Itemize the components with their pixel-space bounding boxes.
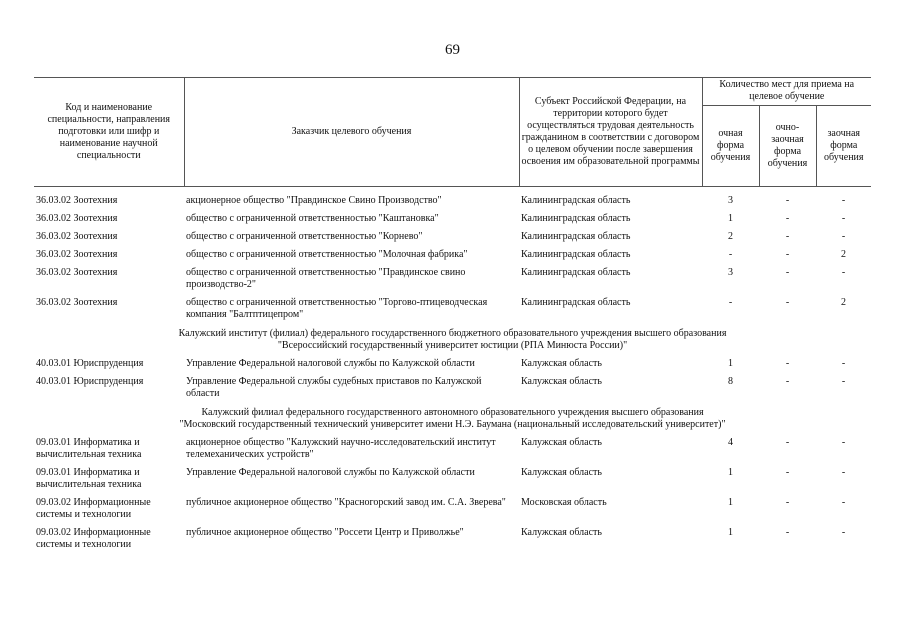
institution-line: Калужский институт (филиал) федерального государственного бюджетного образовательного учреждения высшего образования xyxy=(178,328,727,339)
header-code: Код и наименование специальности, направления подготовки или шифр и наименование научной специальности xyxy=(34,78,184,187)
row-code: 36.03.02 Зоотехния xyxy=(36,249,118,260)
institution-line: Калужский филиал федерального государственного автономного образовательного учреждения высшего образования xyxy=(201,407,704,418)
institution-heading xyxy=(34,406,871,437)
row-extramural: - xyxy=(841,195,846,206)
row-region: Калужская область xyxy=(521,527,602,538)
row-customer: публичное акционерное общество "Красногорский завод им. С.А. Зверева" xyxy=(186,497,506,508)
row-region: Калужская область xyxy=(521,358,602,369)
table-row xyxy=(34,195,871,213)
header-extramural: заочная форма обучения xyxy=(816,105,871,187)
row-region: Калининградская область xyxy=(521,267,631,278)
row-extramural: - xyxy=(841,213,846,224)
row-extramural: 2 xyxy=(841,249,846,260)
row-full-time: 3 xyxy=(728,267,733,278)
row-part-time: - xyxy=(785,358,790,369)
row-code: 09.03.02 Информационные системы и технологии xyxy=(36,527,151,550)
row-customer: общество с ограниченной ответственностью "Торгово-птицеводческая компания "Балтптицепром" xyxy=(186,297,488,320)
row-full-time: - xyxy=(728,249,733,260)
row-code: 09.03.01 Информатика и вычислительная техника xyxy=(36,437,142,460)
institution-line: "Всероссийский государственный университет юстиции (РПА Минюста России)" xyxy=(277,340,628,351)
row-extramural: - xyxy=(841,231,846,242)
table-row xyxy=(34,527,871,557)
row-full-time: 8 xyxy=(728,376,733,387)
row-full-time: 1 xyxy=(728,358,733,369)
table-row xyxy=(34,297,871,327)
row-part-time: - xyxy=(785,527,790,538)
row-full-time: 2 xyxy=(728,231,733,242)
table-row xyxy=(34,358,871,376)
row-customer: Управление Федеральной службы судебных приставов по Калужской области xyxy=(186,376,482,399)
row-customer: общество с ограниченной ответственностью "Молочная фабрика" xyxy=(186,249,468,260)
row-full-time: 1 xyxy=(728,213,733,224)
row-extramural: - xyxy=(841,358,846,369)
row-extramural: - xyxy=(841,437,846,448)
row-region: Калининградская область xyxy=(521,231,631,242)
row-full-time: 1 xyxy=(728,527,733,538)
row-part-time: - xyxy=(785,497,790,508)
row-extramural: - xyxy=(841,267,846,278)
institution-line: "Московский государственный технический университет имени Н.Э. Баумана (национальный исследовательский университет)" xyxy=(179,419,726,430)
row-code: 36.03.02 Зоотехния xyxy=(36,231,118,242)
header-places: Количество мест для приема на целевое обучение xyxy=(702,78,871,106)
row-extramural: 2 xyxy=(841,297,846,308)
row-code: 36.03.02 Зоотехния xyxy=(36,267,118,278)
institution-row xyxy=(34,327,871,358)
row-customer: Управление Федеральной налоговой службы по Калужской области xyxy=(186,467,475,478)
row-extramural: - xyxy=(841,376,846,387)
row-extramural: - xyxy=(841,467,846,478)
table-row xyxy=(34,437,871,467)
row-code: 09.03.01 Информатика и вычислительная техника xyxy=(36,467,142,490)
row-full-time: 1 xyxy=(728,497,733,508)
row-extramural: - xyxy=(841,527,846,538)
row-full-time: - xyxy=(728,297,733,308)
table-row xyxy=(34,267,871,297)
row-part-time: - xyxy=(785,249,790,260)
table-row xyxy=(34,213,871,231)
row-code: 09.03.02 Информационные системы и технологии xyxy=(36,497,151,520)
row-code: 36.03.02 Зоотехния xyxy=(36,213,118,224)
row-part-time: - xyxy=(785,195,790,206)
row-part-time: - xyxy=(785,213,790,224)
row-region: Калининградская область xyxy=(521,213,631,224)
row-customer: акционерное общество "Правдинское Свино Производство" xyxy=(186,195,442,206)
table-body xyxy=(34,187,871,558)
row-customer: Управление Федеральной налоговой службы по Калужской области xyxy=(186,358,475,369)
row-code: 36.03.02 Зоотехния xyxy=(36,297,118,308)
row-part-time: - xyxy=(785,231,790,242)
table-row xyxy=(34,231,871,249)
row-code: 40.03.01 Юриспруденция xyxy=(36,358,144,369)
header-region: Субъект Российской Федерации, на территории которого будет осуществляться трудовая деятельность гражданином в соответствии с договором о целевом обучении после завершения освоения им образовательной программы xyxy=(519,78,702,187)
header-part-time: очно-заочная форма обучения xyxy=(759,105,816,187)
row-part-time: - xyxy=(785,267,790,278)
row-part-time: - xyxy=(785,437,790,448)
institution-row xyxy=(34,406,871,437)
table-row xyxy=(34,467,871,497)
row-part-time: - xyxy=(785,467,790,478)
row-region: Калининградская область xyxy=(521,297,631,308)
table-row xyxy=(34,497,871,527)
institution-heading xyxy=(34,327,871,358)
row-customer: публичное акционерное общество "Россети Центр и Приволжье" xyxy=(186,527,464,538)
row-full-time: 1 xyxy=(728,467,733,478)
row-part-time: - xyxy=(785,297,790,308)
page-number: 69 xyxy=(445,42,460,58)
header-full-time: очная форма обучения xyxy=(702,105,759,187)
row-customer: общество с ограниченной ответственностью "Правдинское свино производство-2" xyxy=(186,267,466,290)
row-region: Калужская область xyxy=(521,437,602,448)
row-customer: общество с ограниченной ответственностью "Корнево" xyxy=(186,231,423,242)
table-row xyxy=(34,376,871,406)
row-code: 40.03.01 Юриспруденция xyxy=(36,376,144,387)
table-header xyxy=(34,78,871,187)
row-region: Калининградская область xyxy=(521,249,631,260)
row-full-time: 3 xyxy=(728,195,733,206)
row-region: Калининградская область xyxy=(521,195,631,206)
row-region: Московская область xyxy=(521,497,607,508)
row-customer: акционерное общество "Калужский научно-исследовательский институт телемеханических устройств" xyxy=(186,437,496,460)
row-code: 36.03.02 Зоотехния xyxy=(36,195,118,206)
row-extramural: - xyxy=(841,497,846,508)
target-training-table xyxy=(34,77,871,557)
row-customer: общество с ограниченной ответственностью "Каштановка" xyxy=(186,213,439,224)
row-region: Калужская область xyxy=(521,467,602,478)
row-region: Калужская область xyxy=(521,376,602,387)
row-full-time: 4 xyxy=(728,437,733,448)
table-row xyxy=(34,249,871,267)
row-part-time: - xyxy=(785,376,790,387)
header-customer: Заказчик целевого обучения xyxy=(184,78,519,187)
